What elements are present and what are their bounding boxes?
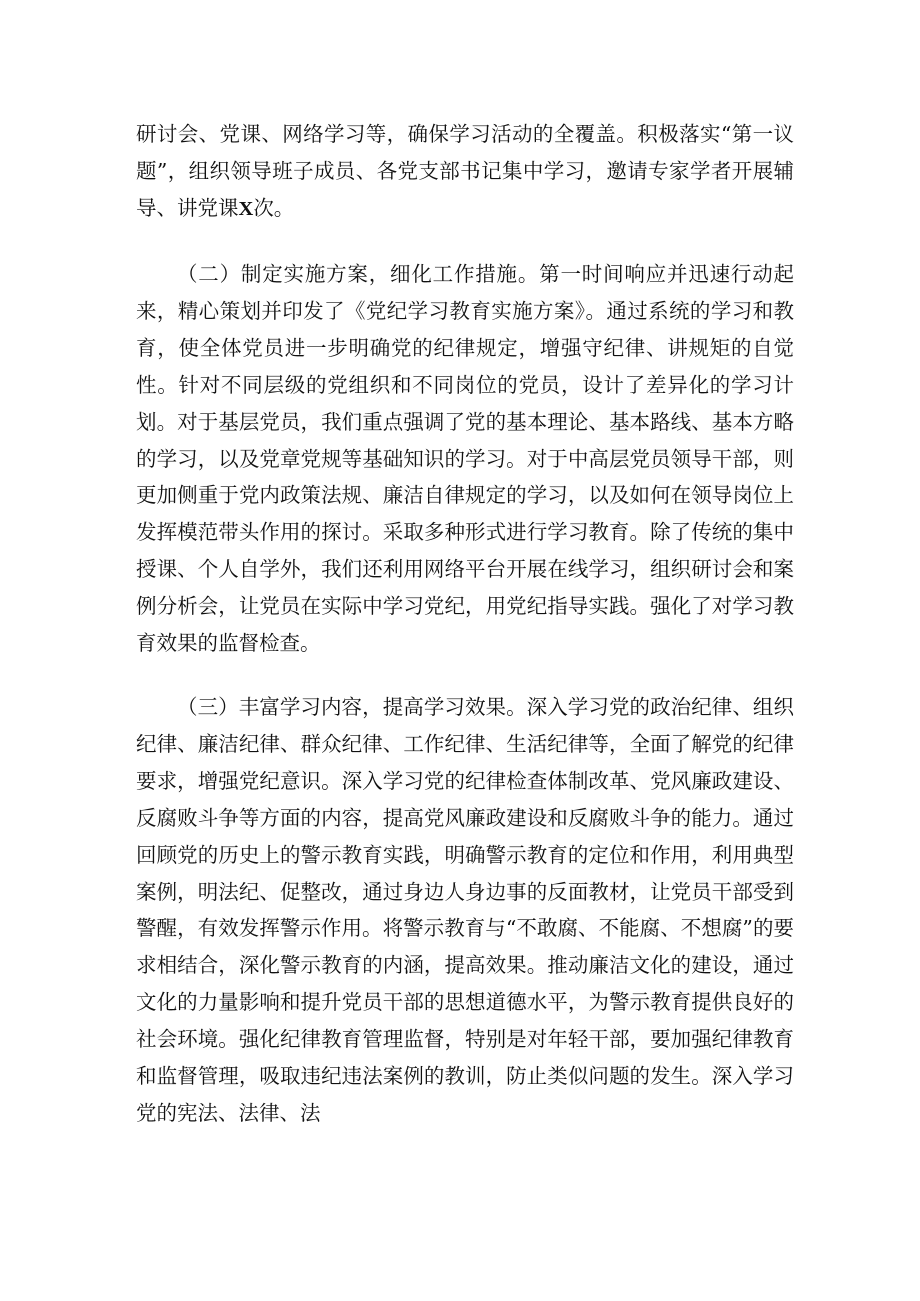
paragraph-continued-bold-count: X: [238, 197, 254, 220]
paragraph-continued: [136, 116, 794, 228]
paragraph-2-implementation-plan: （二）制定实施方案，细化工作措施。第一时间响应并迅速行动起来，精心策划并印发了《党纪学习教育实施方案》。通过系统的学习和教育，使全体党员进一步明确党的纪律规定，增强守纪律、讲规矩的自觉性。针对不同层级的党组织和不同岗位的党员，设计了差异化的学习计划。对于基层党员，我们重点强调了党的基本理论、基本路线、基本方略的学习，以及党章党规等基础知识的学习。对于中高层党员领导干部，则更加侧重于党内政策法规、廉洁自律规定的学习，以及如何在领导岗位上发挥模范带头作用的探讨。采取多种形式进行学习教育。除了传统的集中授课、个人自学外，我们还利用网络平台开展在线学习，组织研讨会和案例分析会，让党员在实际中学习党纪，用党纪指导实践。强化了对学习教育效果的监督检查。: [136, 262, 794, 656]
paragraph-continued-tail: 次。: [253, 195, 295, 220]
paragraph-continued-text: 研讨会、党课、网络学习等，确保学习活动的全覆盖。积极落实“第一议题”，组织领导班子成员、各党支部书记集中学习，邀请专家学者开展辅导、讲党课: [136, 122, 794, 220]
paragraph-3-learning-content: （三）丰富学习内容，提高学习效果。深入学习党的政治纪律、组织纪律、廉洁纪律、群众纪律、工作纪律、生活纪律等，全面了解党的纪律要求，增强党纪意识。深入学习党的纪律检查体制改革、党风廉政建设、反腐败斗争等方面的内容，提高党风廉政建设和反腐败斗争的能力。通过回顾党的历史上的警示教育实践，明确警示教育的定位和作用，利用典型案例，明法纪、促整改，通过身边人身边事的反面教材，让党员干部受到警醒，有效发挥警示作用。将警示教育与“不敢腐、不能腐、不想腐”的要求相结合，深化警示教育的内涵，提高效果。推动廉洁文化的建设，通过文化的力量影响和提升党员干部的思想道德水平，为警示教育提供良好的社会环境。强化纪律教育管理监督，特别是对年轻干部，要加强纪律教育和监督管理，吸取违纪违法案例的教训，防止类似问题的发生。深入学习党的宪法、法律、法: [136, 695, 794, 1125]
